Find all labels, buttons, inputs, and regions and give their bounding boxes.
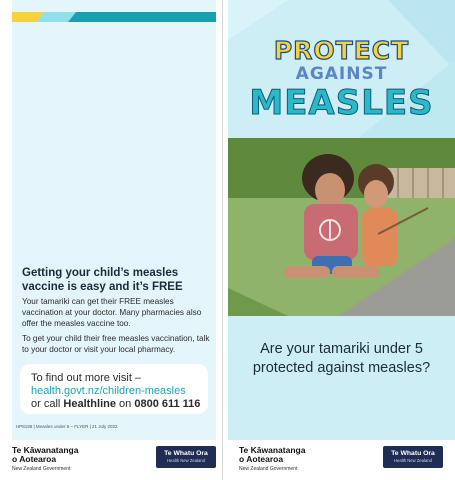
health-nz-logo-right <box>383 446 443 468</box>
left-panel <box>12 0 216 440</box>
question-text: Are your tamariki under 5 protected against measles? <box>252 341 431 376</box>
how-to-paragraph: To get your child their free measles vaccination, talk to your doctor or visit your local pharmacy. <box>22 334 210 354</box>
gov-logo-right <box>239 446 305 472</box>
gov-name-line1: Te Kāwanatanga <box>239 445 306 455</box>
info-line-3 <box>31 398 200 411</box>
gov-name-line2: o Aotearoa <box>239 454 284 464</box>
page-divider <box>222 0 223 480</box>
hnz-subtitle: Health New Zealand <box>167 458 205 463</box>
healthline-number[interactable]: 0800 611 116 <box>134 398 201 410</box>
gov-subtitle: New Zealand Government <box>12 466 71 472</box>
info-box <box>20 364 208 414</box>
info-mid: on <box>115 398 135 410</box>
title-protect: PROTECT <box>273 36 410 65</box>
hnz-title: Te Whatu Ora <box>391 450 435 457</box>
right-panel <box>228 0 455 440</box>
hnz-title: Te Whatu Ora <box>164 450 208 457</box>
left-headline: Getting your child’s measles vaccine is easy and it’s FREE <box>22 267 183 293</box>
gov-name-line1: Te Kāwanatanga <box>12 445 79 455</box>
gov-logo-left <box>12 446 78 472</box>
title-measles: MEASLES <box>249 83 434 123</box>
info-line-1: To find out more visit – <box>31 372 142 384</box>
info-prefix: or call <box>31 398 64 410</box>
health-link[interactable]: health.govt.nz/children-measles <box>31 385 186 397</box>
children-photo <box>228 138 455 316</box>
gov-name-line2: o Aotearoa <box>12 454 57 464</box>
gov-subtitle: New Zealand Government <box>239 466 298 472</box>
color-stripe <box>12 12 216 22</box>
health-nz-logo-left <box>156 446 216 468</box>
healthline-label: Healthline <box>63 398 116 410</box>
title-against: AGAINST <box>295 64 388 84</box>
vaccine-free-paragraph: Your tamariki can get their FREE measles vaccination at your doctor. Many pharmacies also offer the measles vaccine too. <box>22 297 202 328</box>
footnote: HP8198 | Measles under 5 – FLYER | 21 July 2022 <box>16 424 118 429</box>
hnz-subtitle: Health New Zealand <box>394 458 432 463</box>
